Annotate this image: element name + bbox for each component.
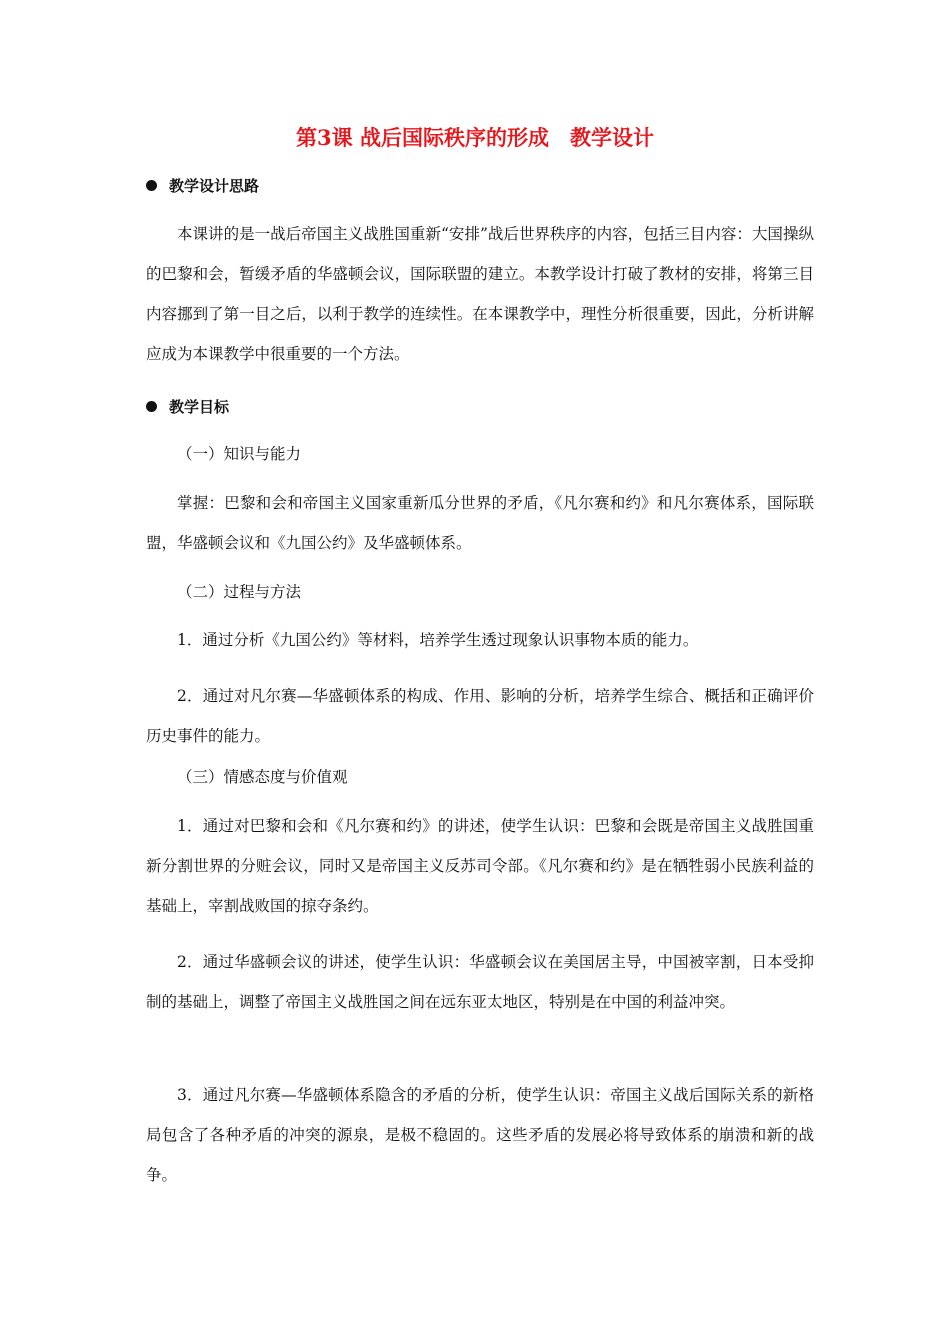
page-title: 第3课 战后国际秩序的形成 教学设计 xyxy=(296,125,654,150)
paragraph-process-2: 2．通过对凡尔赛—华盛顿体系的构成、作用、影响的分析，培养学生综合、概括和正确评价历史事件的能力。 xyxy=(146,687,814,745)
bullet-icon xyxy=(146,401,157,412)
paragraph-knowledge: 掌握：巴黎和会和帝国主义国家重新瓜分世界的矛盾，《凡尔赛和约》和凡尔赛体系，国际联盟，华盛顿会议和《九国公约》及华盛顿体系。 xyxy=(146,494,814,552)
paragraph-values-2: 2．通过华盛顿会议的讲述，使学生认识：华盛顿会议在美国居主导，中国被宰割，日本受抑制的基础上，调整了帝国主义战胜国之间在远东亚太地区，特别是在中国的利益冲突。 xyxy=(146,953,814,1011)
section-heading-label: 教学目标 xyxy=(169,398,230,416)
section-heading-design-idea xyxy=(146,174,259,198)
paragraph-values-3: 3．通过凡尔赛—华盛顿体系隐含的矛盾的分析，使学生认识：帝国主义战后国际关系的新格局包含了各种矛盾的冲突的源泉，是极不稳固的。这些矛盾的发展必将导致体系的崩溃和新的战争。 xyxy=(146,1086,814,1184)
section-heading-objectives xyxy=(146,395,229,419)
subsection-heading-knowledge: （一）知识与能力 xyxy=(177,445,302,463)
section-heading-label: 教学设计思路 xyxy=(169,177,260,195)
bullet-icon xyxy=(146,180,157,191)
subsection-heading-process: （二）过程与方法 xyxy=(177,583,302,601)
subsection-heading-values: （三）情感态度与价值观 xyxy=(177,768,348,786)
paragraph-process-1: 1．通过分析《九国公约》等材料，培养学生透过现象认识事物本质的能力。 xyxy=(177,631,699,649)
paragraph-values-1: 1．通过对巴黎和会和《凡尔赛和约》的讲述，使学生认识：巴黎和会既是帝国主义战胜国重新分割世界的分赃会议，同时又是帝国主义反苏司令部。《凡尔赛和约》是在牺牲弱小民族利益的基础上，宰割战败国的掠夺条约。 xyxy=(146,817,814,915)
paragraph-design-idea: 本课讲的是一战后帝国主义战胜国重新“安排”战后世界秩序的内容，包括三目内容：大国操纵的巴黎和会，暂缓矛盾的华盛顿会议，国际联盟的建立。本教学设计打破了教材的安排，将第三目内容挪到了第一目之后，以利于教学的连续性。在本课教学中，理性分析很重要，因此，分析讲解应成为本课教学中很重要的一个方法。 xyxy=(146,225,814,363)
